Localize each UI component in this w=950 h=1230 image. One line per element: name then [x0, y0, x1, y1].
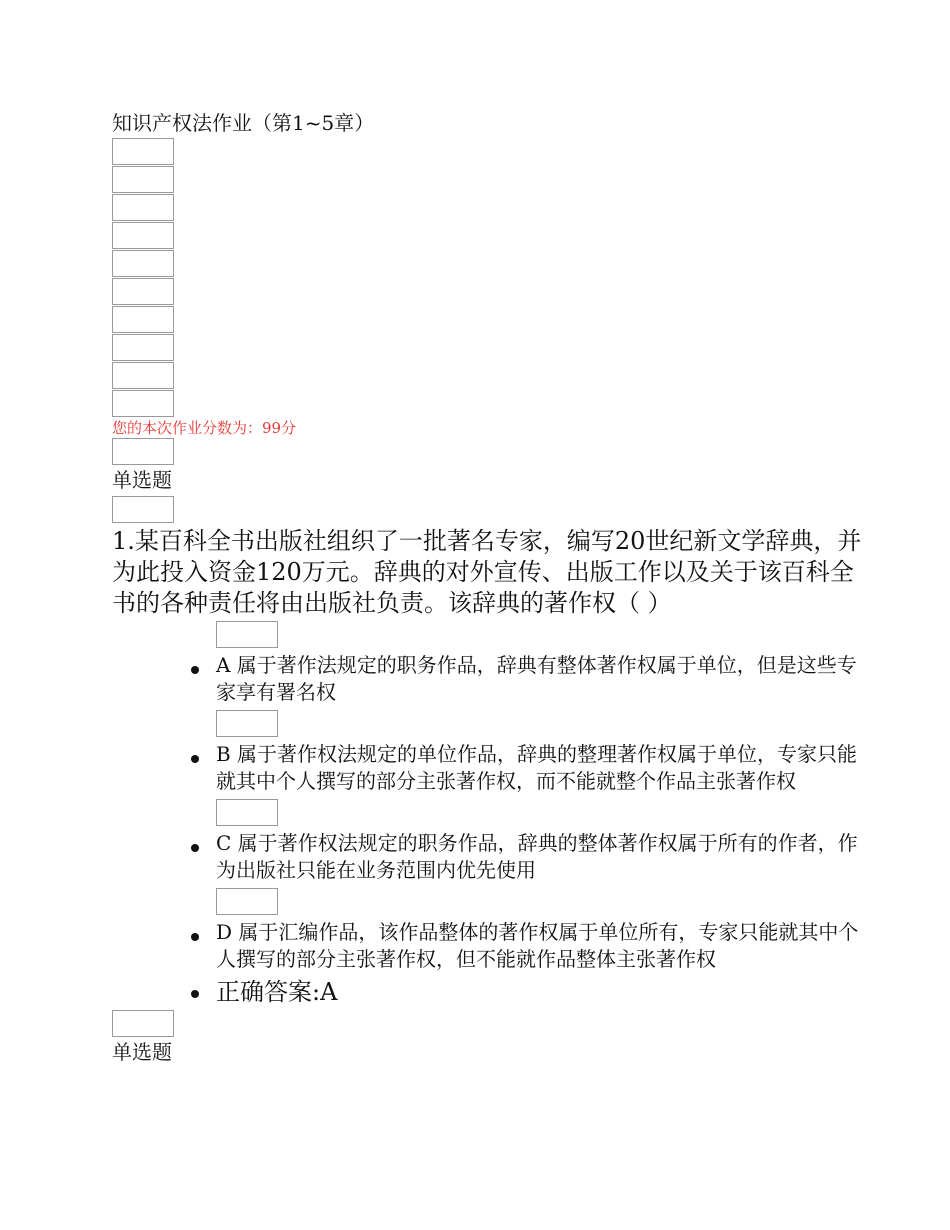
option-label: A 属于著作法规定的职务作品，辞典有整体著作权属于单位，但是这些专家享有署名权	[216, 653, 857, 704]
score-text: 您的本次作业分数为：99分	[112, 419, 297, 437]
options-list	[112, 621, 872, 1008]
placeholder-box	[112, 1010, 174, 1037]
question-text: 1.某百科全书出版社组织了一批著名专家，编写20世纪新文学辞典，并为此投入资金120万元。辞典的对外宣传、出版工作以及关于该百科全书的各种责任将由出版社负责。该辞典的著作权（ ）	[112, 527, 862, 617]
next-section-type-label: 单选题	[112, 1040, 172, 1064]
correct-answer: 正确答案:A	[191, 977, 872, 1008]
question-nav-box[interactable]	[112, 390, 174, 417]
question-nav-box[interactable]	[112, 278, 174, 305]
option-box[interactable]	[216, 710, 278, 737]
option-item-a[interactable]	[191, 621, 872, 706]
question-nav-box[interactable]	[112, 306, 174, 333]
question-nav-box[interactable]	[112, 362, 174, 389]
option-box[interactable]	[216, 799, 278, 826]
question-nav-boxes	[112, 138, 872, 417]
option-item-b[interactable]	[191, 710, 872, 795]
question-nav-box[interactable]	[112, 166, 174, 193]
option-label: B 属于著作权法规定的单位作品，辞典的整理著作权属于单位，专家只能就其中个人撰写的部分主张著作权，而不能就整个作品主张著作权	[216, 742, 858, 793]
option-item-c[interactable]	[191, 799, 872, 884]
option-box[interactable]	[216, 888, 278, 915]
question-nav-box[interactable]	[112, 222, 174, 249]
page-title: 知识产权法作业（第1~5章）	[112, 111, 375, 135]
placeholder-box	[112, 438, 174, 465]
question-nav-box[interactable]	[112, 334, 174, 361]
option-item-d[interactable]	[191, 888, 872, 973]
section-type-label: 单选题	[112, 468, 172, 492]
placeholder-box	[112, 496, 174, 523]
question-nav-box[interactable]	[112, 138, 174, 165]
homework-page	[112, 108, 872, 1068]
question-nav-box[interactable]	[112, 250, 174, 277]
option-label: D 属于汇编作品，该作品整体的著作权属于单位所有，专家只能就其中个人撰写的部分主张著作权，但不能就作品整体主张著作权	[216, 920, 859, 971]
question-nav-box[interactable]	[112, 194, 174, 221]
option-label: C 属于著作权法规定的职务作品，辞典的整体著作权属于所有的作者，作为出版社只能在业务范围内优先使用	[216, 831, 858, 882]
option-box[interactable]	[216, 621, 278, 648]
